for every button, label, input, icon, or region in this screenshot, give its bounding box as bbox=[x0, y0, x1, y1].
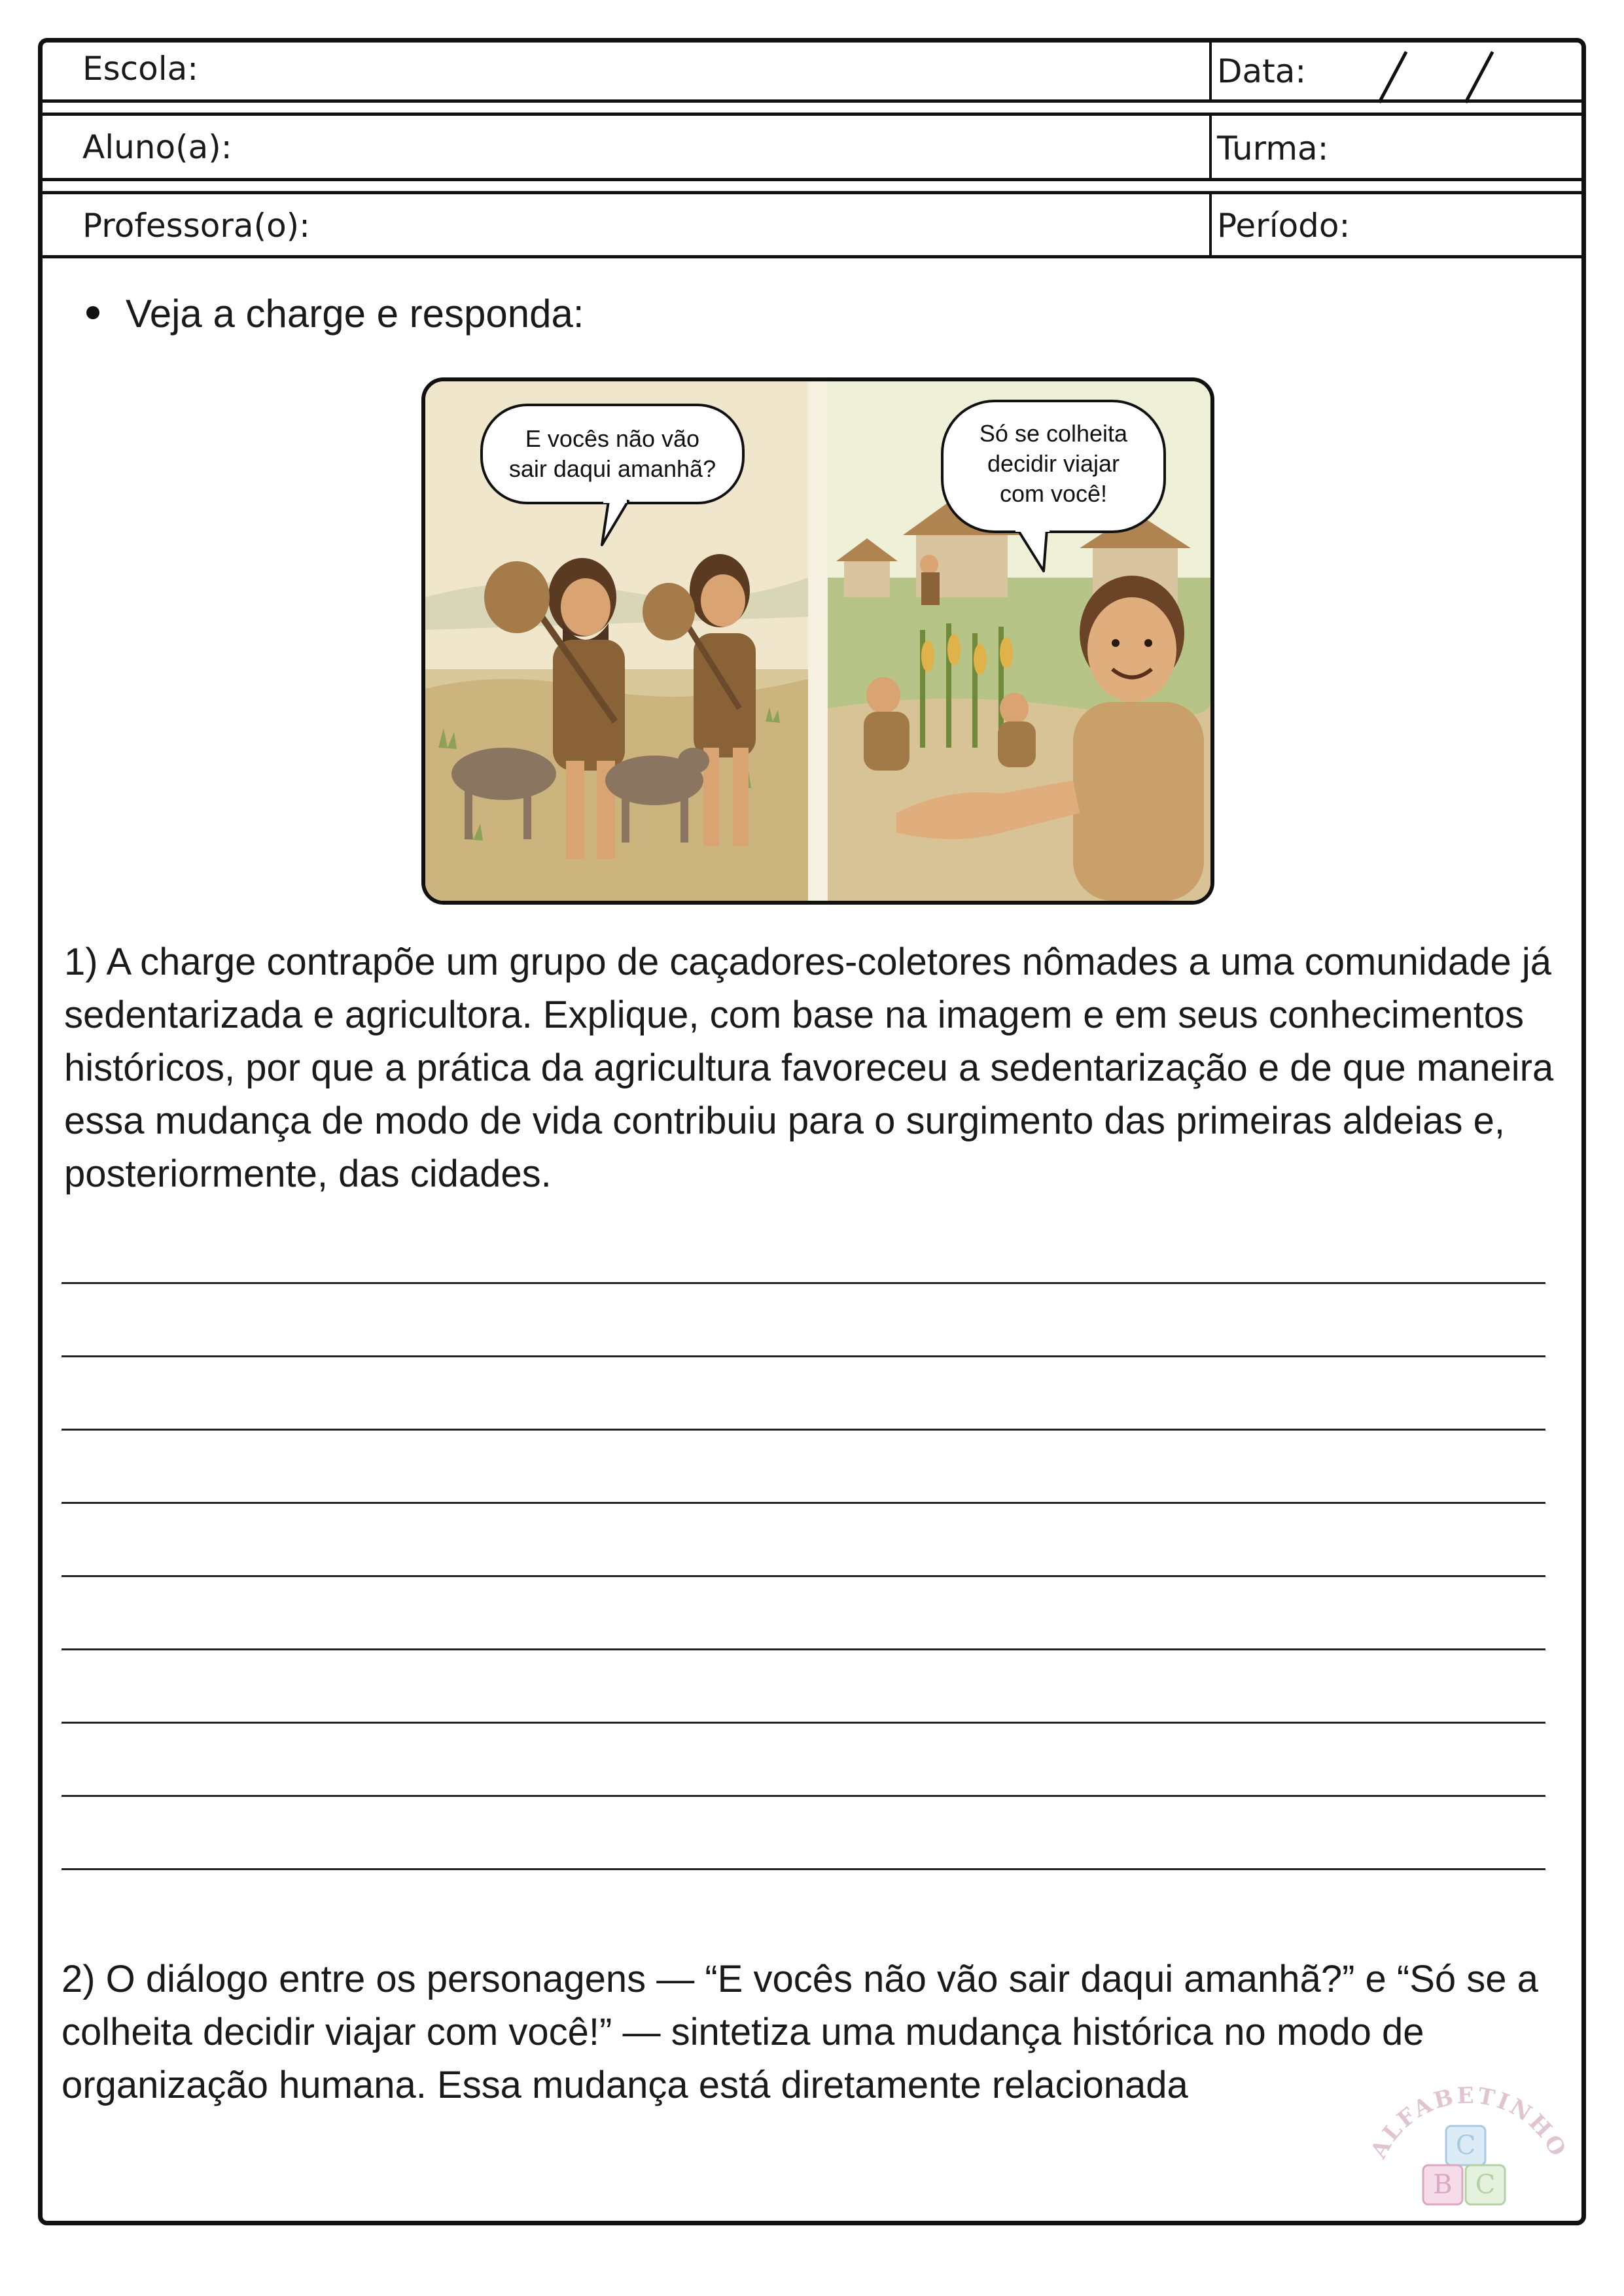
svg-text:C: C bbox=[1455, 2131, 1476, 2161]
right-panel bbox=[828, 381, 1210, 901]
answer-line[interactable] bbox=[62, 1722, 1545, 1724]
period-label: Período: bbox=[1217, 207, 1350, 245]
answer-line[interactable] bbox=[62, 1795, 1545, 1797]
right-bubble-line: decidir viajar bbox=[987, 450, 1120, 477]
class-label: Turma: bbox=[1217, 130, 1329, 167]
header-divider bbox=[38, 178, 1586, 181]
header-divider bbox=[38, 113, 1586, 116]
header-column-divider bbox=[1209, 41, 1212, 101]
left-panel bbox=[425, 381, 808, 901]
answer-line[interactable] bbox=[62, 1429, 1545, 1431]
header-divider bbox=[38, 255, 1586, 258]
left-bubble-line: E vocês não vão bbox=[525, 425, 700, 452]
answer-line[interactable] bbox=[62, 1575, 1545, 1577]
date-label: Data: bbox=[1217, 52, 1307, 90]
left-bubble-line: sair daqui amanhã? bbox=[508, 455, 716, 482]
answer-line[interactable] bbox=[62, 1282, 1545, 1284]
alfabetinho-logo bbox=[1358, 2070, 1580, 2221]
student-label: Aluno(a): bbox=[82, 128, 232, 166]
answer-line[interactable] bbox=[62, 1502, 1545, 1504]
svg-text:C: C bbox=[1475, 2170, 1496, 2200]
svg-text:ALFABETINHO: ALFABETINHO bbox=[1366, 2082, 1572, 2163]
svg-text:B: B bbox=[1433, 2170, 1453, 2200]
answer-line[interactable] bbox=[62, 1648, 1545, 1650]
header-column-divider bbox=[1209, 114, 1212, 179]
question-2-text: 2) O diálogo entre os personagens — “E vocês não vão sair daqui amanhã?” e “Só se a colheita decidir viajar com você!” — sintetiza uma mudança histórica no modo de organização humana. Essa mudança está diretamente relacionada bbox=[62, 1958, 1538, 2106]
header-column-divider bbox=[1209, 192, 1212, 256]
right-bubble-line: com você! bbox=[999, 480, 1108, 507]
cartoon-image bbox=[421, 377, 1214, 905]
header-divider bbox=[38, 191, 1586, 194]
answer-line[interactable] bbox=[62, 1355, 1545, 1357]
right-bubble-line: Só se colheita bbox=[979, 420, 1128, 447]
bullet-icon bbox=[86, 306, 99, 319]
school-label: Escola: bbox=[82, 50, 199, 88]
question-1-text: 1) A charge contrapõe um grupo de caçadores-coletores nômades a uma comunidade já sedentarizada e agricultora. Explique, com base na imagem e em seus conhecimentos históricos, por que a prática da agricultura favoreceu a sedentarização e de que maneira essa mudança de modo de vida contribuiu para o surgimento das primeiras aldeias e, posteriormente, das cidades. bbox=[64, 941, 1554, 1195]
answer-line[interactable] bbox=[62, 1868, 1545, 1870]
header-divider bbox=[38, 99, 1586, 103]
instruction-text: Veja a charge e responda: bbox=[126, 292, 584, 336]
teacher-label: Professora(o): bbox=[82, 207, 311, 245]
